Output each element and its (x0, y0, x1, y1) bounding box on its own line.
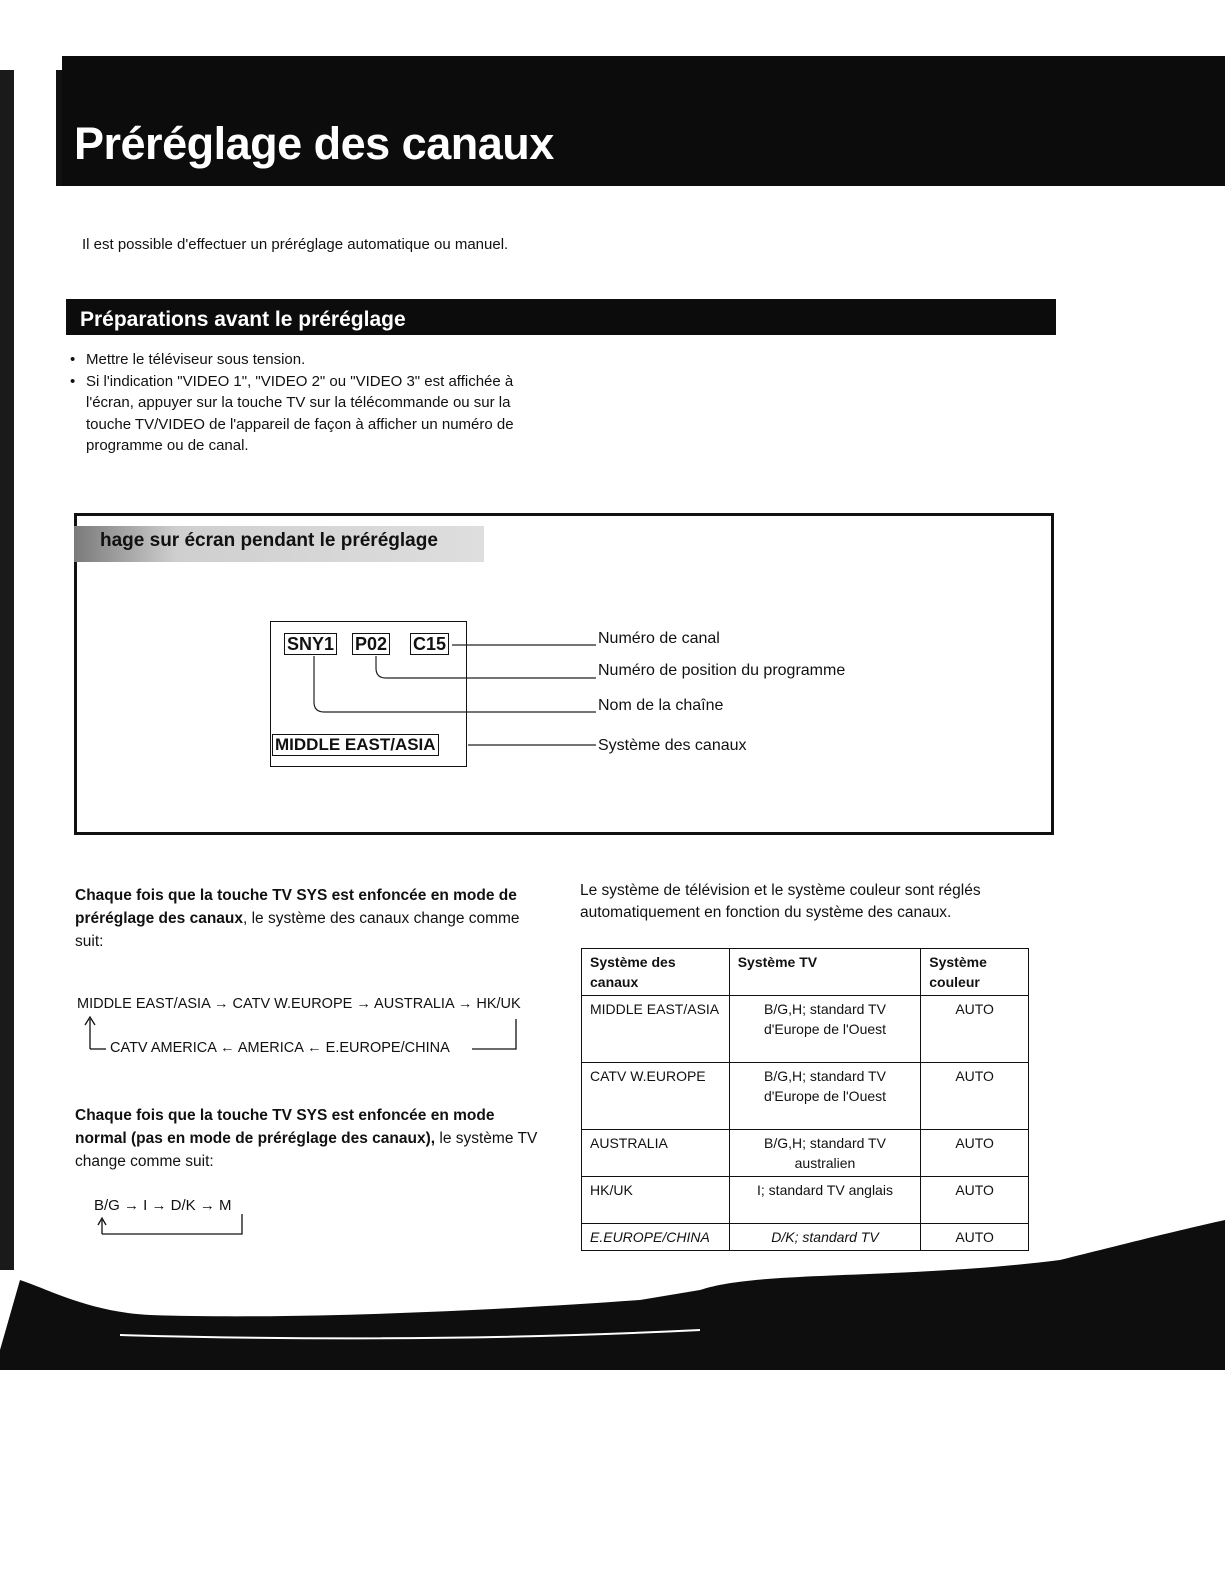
osd-channel-system: MIDDLE EAST/ASIA (272, 734, 439, 756)
label-program-position: Numéro de position du programme (598, 662, 846, 679)
table-cell: B/G,H; standard TV australien (729, 1130, 921, 1177)
paragraph-tv-sys-preset (75, 884, 550, 953)
osd-station-name: SNY1 (284, 633, 337, 655)
list-item: • Si l'indication "VIDEO 1", "VIDEO 2" ou "VIDEO 3" est affichée à l'écran, appuyer sur la touche TV sur la télécommande ou sur la touche TV/VIDEO de l'appareil de façon à afficher un numéro de programme ou de canal. (70, 371, 530, 457)
paragraph-text: le système TV change comme suit: (75, 1130, 538, 1170)
table-cell: CATV W.EUROPE (582, 1063, 730, 1130)
preparations-list (70, 349, 530, 457)
table-row (582, 1063, 1029, 1130)
cycle-line-1: MIDDLE EAST/ASIA → CATV W.EUROPE → AUSTRALIA → HK/UK (77, 996, 521, 1012)
scan-edge-left (0, 70, 14, 1270)
system-table (581, 948, 1029, 1251)
table-row (582, 1177, 1029, 1224)
label-station-name: Nom de la chaîne (598, 697, 724, 714)
table-cell: AUTO (921, 1177, 1029, 1224)
tv-system-cycle: B/G → I → D/K → M (94, 1197, 232, 1214)
table-cell: AUTO (921, 1130, 1029, 1177)
list-item: • Mettre le téléviseur sous tension. (70, 349, 530, 371)
table-cell: B/G,H; standard TV d'Europe de l'Ouest (729, 996, 921, 1063)
display-panel-title: hage sur écran pendant le préréglage (100, 530, 438, 551)
paragraph-bold: Chaque fois que la touche TV SYS est enfoncée en mode de préréglage des canaux (75, 887, 517, 927)
paragraph-tv-sys-normal (75, 1104, 550, 1173)
table-cell: B/G,H; standard TV d'Europe de l'Ouest (729, 1063, 921, 1130)
section-heading-preparations: Préparations avant le préréglage (80, 308, 406, 331)
label-channel-number: Numéro de canal (598, 630, 720, 647)
page-title: Préréglage des canaux (74, 118, 554, 169)
table-cell: AUTO (921, 1224, 1029, 1251)
paragraph-text: , le système des canaux change comme suit: (75, 910, 520, 950)
cycle-return-arrow (80, 1015, 540, 1065)
table-header-row (582, 949, 1029, 996)
table-cell: D/K; standard TV (729, 1224, 921, 1251)
table-header: Système TV (729, 949, 921, 996)
osd-program-number: P02 (352, 633, 390, 655)
table-cell: MIDDLE EAST/ASIA (582, 996, 730, 1063)
table-header: Système couleur (921, 949, 1029, 996)
scan-edge-bottom (0, 1220, 1225, 1370)
table-header: Système des canaux (582, 949, 730, 996)
title-rule (56, 70, 62, 186)
table-row (582, 1130, 1029, 1177)
table-cell: HK/UK (582, 1177, 730, 1224)
intro-text: Il est possible d'effectuer un préréglage automatique ou manuel. (82, 236, 509, 253)
right-intro-text: Le système de télévision et le système couleur sont réglés automatiquement en fonction du système des canaux. (580, 882, 981, 921)
table-cell: I; standard TV anglais (729, 1177, 921, 1224)
table-cell: AUTO (921, 1063, 1029, 1130)
table-cell: E.EUROPE/CHINA (582, 1224, 730, 1251)
cycle-line-2: CATV AMERICA ← AMERICA ← E.EUROPE/CHINA (110, 1040, 450, 1056)
paragraph-bold: Chaque fois que la touche TV SYS est enfoncée en mode normal (pas en mode de préréglage des canaux), (75, 1107, 495, 1147)
table-cell: AUSTRALIA (582, 1130, 730, 1177)
table-cell: AUTO (921, 996, 1029, 1063)
table-row (582, 996, 1029, 1063)
osd-channel-number: C15 (410, 633, 449, 655)
label-channel-system: Système des canaux (598, 737, 747, 754)
